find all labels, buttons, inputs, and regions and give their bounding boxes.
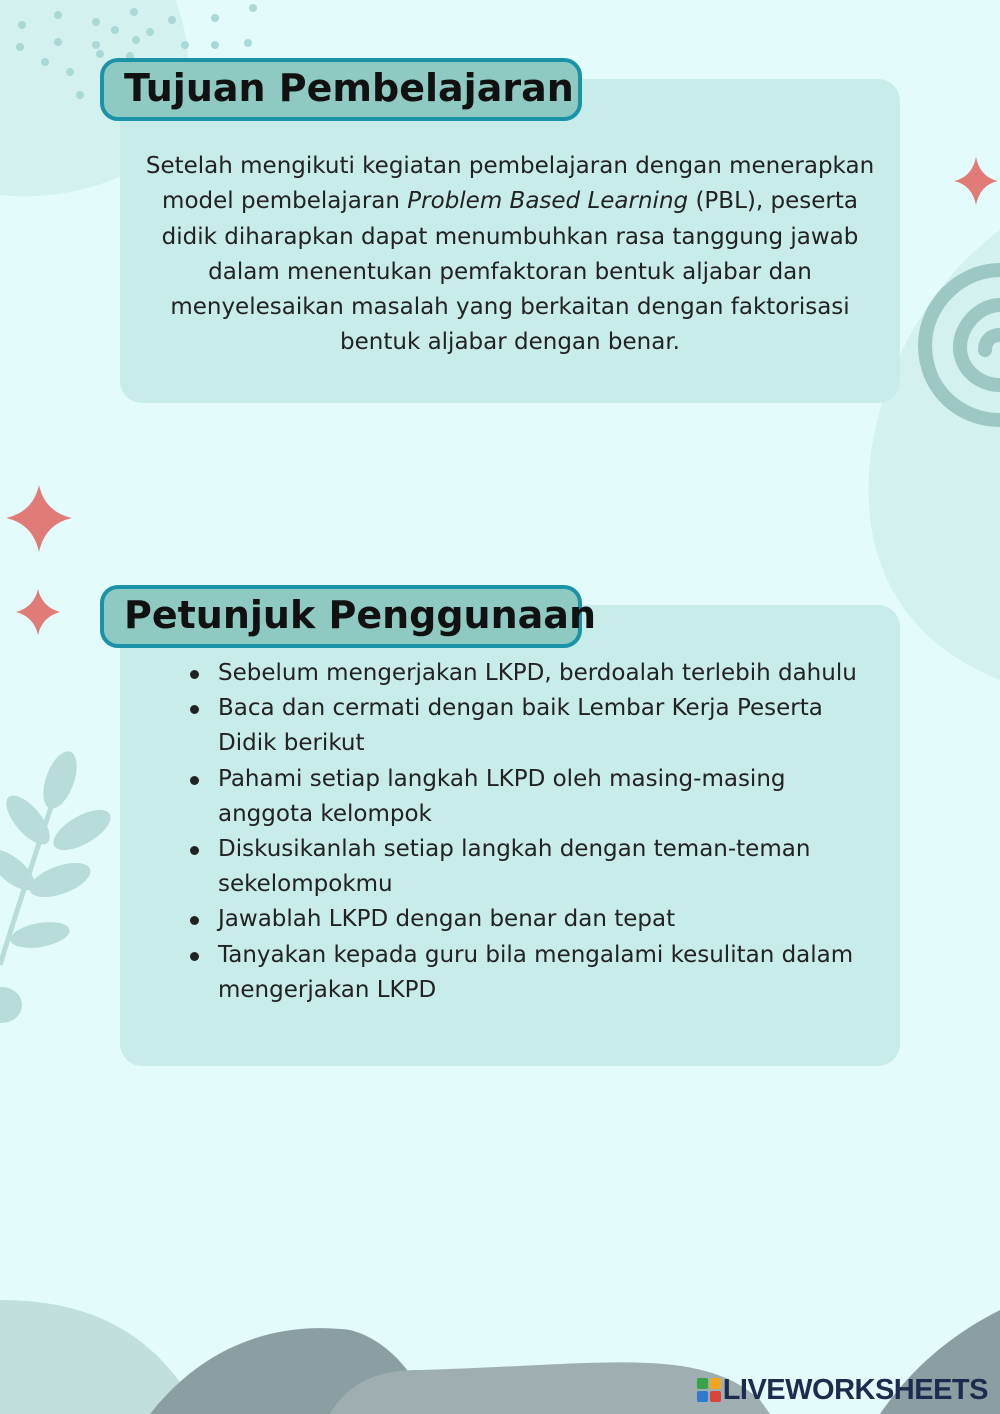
objectives-text-after: (PBL), peserta didik diharapkan dapat menumbuhkan rasa tanggung jawab dalam menentukan pemfaktoran bentuk aljabar dan menyelesaikan masalah yang berkaitan dengan faktorisasi bentuk aljabar dengan benar. bbox=[161, 188, 859, 356]
star-icon bbox=[954, 157, 998, 205]
objectives-heading: Tujuan Pembelajaran bbox=[100, 58, 582, 121]
leaf-decoration bbox=[0, 747, 117, 1023]
objectives-paragraph bbox=[140, 149, 880, 361]
list-item: Sebelum mengerjakan LKPD, berdoalah terlebih dahulu bbox=[218, 656, 868, 691]
list-item: Pahami setiap langkah LKPD oleh masing-masing anggota kelompok bbox=[218, 762, 868, 832]
liveworksheets-logo-icon bbox=[697, 1378, 721, 1402]
instructions-list bbox=[218, 656, 868, 1008]
list-item: Jawablah LKPD dengan benar dan tepat bbox=[218, 902, 868, 937]
objectives-text-before: Setelah mengikuti kegiatan pembelajaran dengan menerapkan model pembelajaran bbox=[145, 153, 875, 215]
objectives-text-italic: Problem Based Learning bbox=[407, 188, 689, 215]
list-item: Diskusikanlah setiap langkah dengan teman-teman sekelompokmu bbox=[218, 832, 868, 902]
star-icon bbox=[6, 485, 72, 552]
star-icon bbox=[16, 589, 60, 635]
brand-watermark[interactable] bbox=[697, 1373, 988, 1407]
instructions-heading: Petunjuk Penggunaan bbox=[100, 585, 582, 648]
list-item: Baca dan cermati dengan baik Lembar Kerja Peserta Didik berikut bbox=[218, 691, 868, 761]
list-item: Tanyakan kepada guru bila mengalami kesulitan dalam mengerjakan LKPD bbox=[218, 938, 868, 1008]
brand-name: LIVEWORKSHEETS bbox=[722, 1373, 988, 1406]
